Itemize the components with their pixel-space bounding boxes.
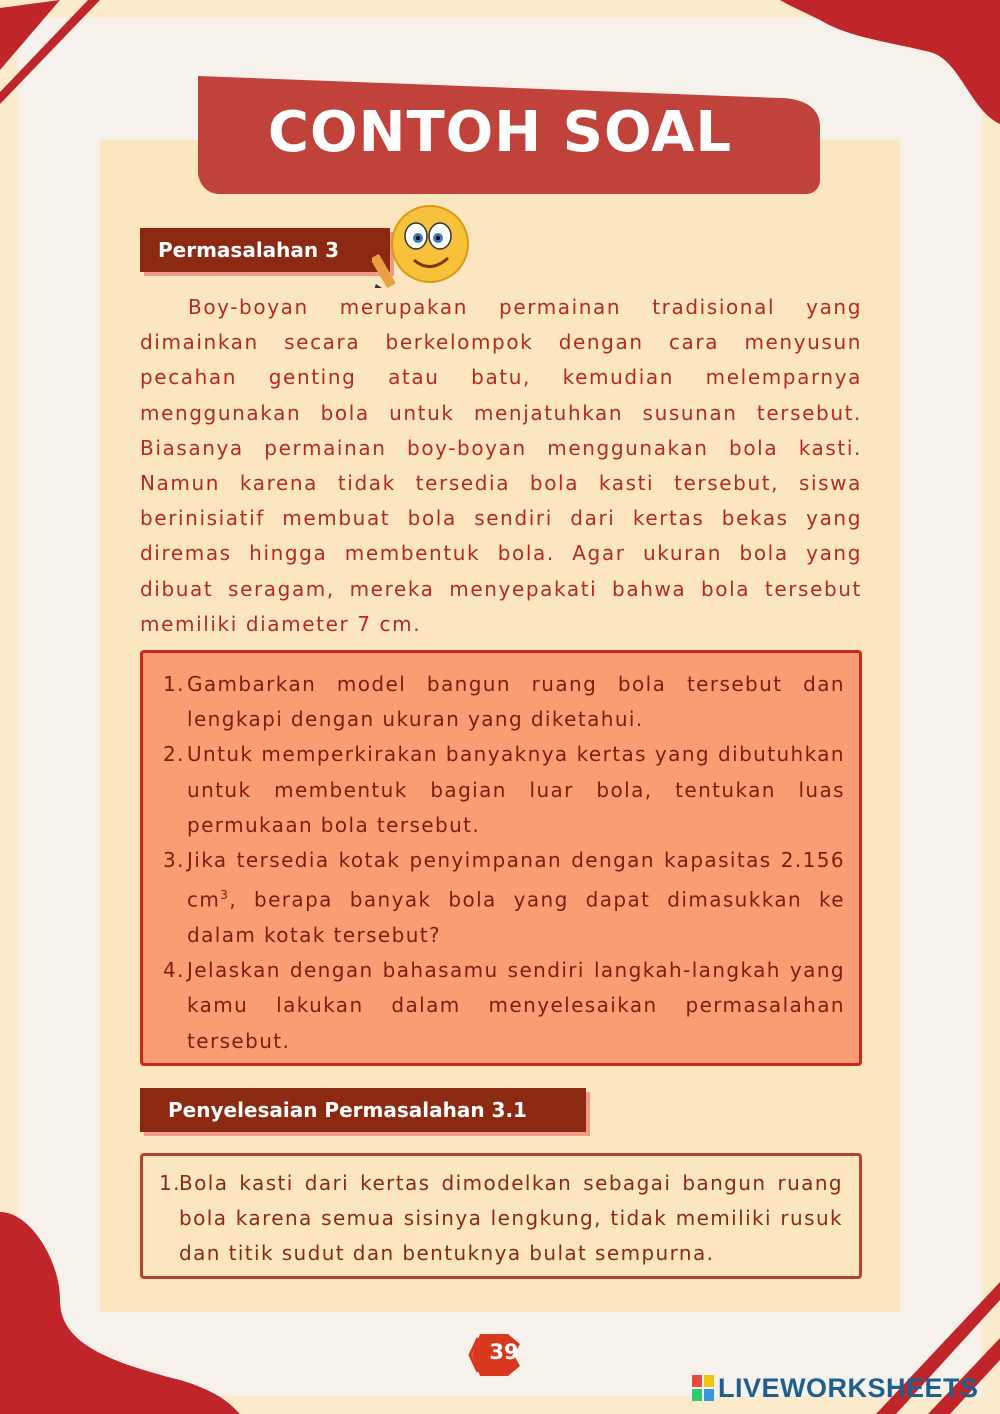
question-text-before: Jika tersedia kotak penyimpanan dengan kapasitas 2.156 cm — [187, 848, 845, 912]
question-number: 3. — [163, 848, 185, 873]
question-text-after: , berapa banyak bola yang dapat dimasukkan ke dalam kotak tersebut? — [187, 887, 845, 948]
questions-box — [140, 650, 862, 1066]
smiley-pencil-icon — [372, 202, 472, 288]
question-item — [163, 737, 845, 843]
solution-text: Bola kasti dari kertas dimodelkan sebagai bangun ruang bola karena semua sisinya lengkung, tidak memiliki rusuk dan titik sudut dan bentuknya bulat sempurna. — [179, 1171, 843, 1266]
question-item — [163, 667, 845, 737]
question-item — [163, 843, 845, 953]
question-text: Jelaskan dengan bahasamu sendiri langkah-langkah yang kamu lakukan dalam menyelesaikan permasalahan tersebut. — [187, 958, 845, 1053]
solution-box — [140, 1153, 862, 1279]
watermark — [692, 1372, 979, 1404]
problem-paragraph — [140, 290, 862, 642]
page-title: CONTOH SOAL — [267, 100, 733, 165]
solution-label: Penyelesaian Permasalahan 3.1 — [140, 1088, 586, 1132]
questions-list — [163, 667, 845, 1059]
liveworksheets-logo-icon — [692, 1375, 714, 1401]
question-text: Gambarkan model bangun ruang bola tersebut dan lengkapi dengan ukuran yang diketahui. — [187, 672, 845, 732]
question-item — [163, 953, 845, 1059]
watermark-text: LIVEWORKSHEETS — [718, 1372, 979, 1403]
solution-list — [159, 1166, 843, 1272]
solution-number: 1. — [159, 1171, 181, 1195]
question-superscript: 3 — [220, 888, 230, 903]
question-text: Untuk memperkirakan banyaknya kertas yang dibutuhkan untuk membentuk bagian luar bola, tentukan luas permukaan bola tersebut. — [187, 742, 845, 837]
problem-text: Boy-boyan merupakan permainan tradisional yang dimainkan secara berkelompok dengan cara menyusun pecahan genting atau batu, kemudian melemparnya menggunakan bola untuk menjatuhkan susunan tersebut. Biasanya permainan boy-boyan menggunakan bola kasti. Namun karena tidak tersedia bola kasti tersebut, siswa berinisiatif membuat bola sendiri dari kertas bekas yang diremas hingga membentuk bola. Agar ukuran bola yang dibuat seragam, mereka menyepakati bahwa bola tersebut memiliki diameter 7 cm. — [140, 295, 862, 636]
question-number: 4. — [163, 958, 185, 983]
problem-label: Permasalahan 3 — [140, 228, 390, 272]
page-number: 39 — [489, 1340, 519, 1364]
question-number: 1. — [163, 672, 185, 696]
top-left-stripes — [0, 0, 100, 104]
solution-item — [159, 1166, 843, 1272]
question-number: 2. — [163, 742, 185, 767]
